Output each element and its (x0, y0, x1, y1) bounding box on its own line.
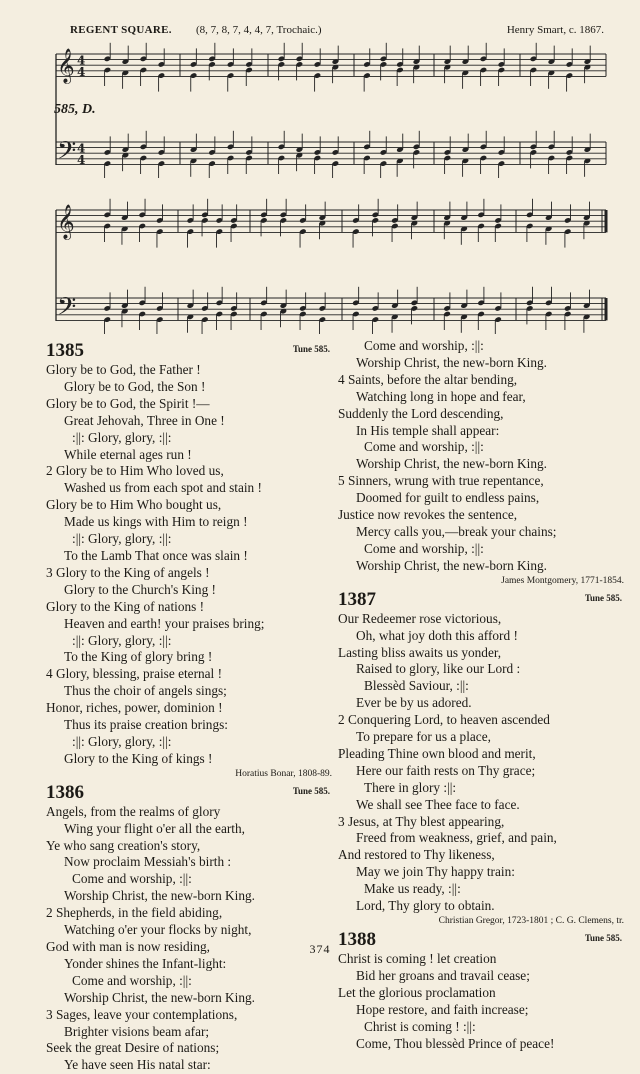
hymn-line: Come and worship, :||: (72, 972, 192, 988)
hymn-line: Make us ready, :||: (364, 881, 461, 897)
hymn-line: May we join Thy happy train: (356, 864, 515, 880)
hymn-line: Watching o'er your flocks by night, (64, 922, 252, 938)
hymn-line: Honor, riches, power, dominion ! (46, 700, 223, 716)
hymn-line: Glory be to God, the Son ! (64, 378, 206, 394)
hymn-block (46, 780, 336, 1074)
hymn-line: We shall see Thee face to face. (356, 796, 520, 812)
tune-meter: (8, 7, 8, 7, 4, 4, 7, Trochaic.) (196, 24, 322, 36)
hymn-attribution: James Montgomery, 1771-1854. (501, 575, 624, 586)
hymn-line: 2 Conquering Lord, to heaven ascended (338, 712, 550, 728)
hymn-line: Worship Christ, the new-born King. (64, 888, 255, 904)
hymn-line: Come and worship, :||: (364, 540, 484, 556)
left-column (46, 338, 336, 1074)
hymn-line: Bid her groans and travail cease; (356, 967, 530, 983)
clef-symbol: 𝄢 (57, 292, 77, 328)
tune-reference: Tune 585. (292, 344, 330, 354)
hymn-line: 2 Shepherds, in the field abiding, (46, 905, 223, 921)
hymn-line: Glory be to God, the Spirit !— (46, 395, 210, 411)
hymn-line: Ye have seen His natal star: (64, 1057, 211, 1073)
hymn-line: Mercy calls you,—break your chains; (356, 523, 557, 539)
music-score-row-1 (50, 40, 612, 178)
time-signature: 4 (77, 152, 86, 167)
time-signature: 4 (77, 53, 86, 68)
hymn-line: Angels, from the realms of glory (46, 803, 221, 819)
hymn-line: Glory be to Him Who bought us, (46, 497, 222, 513)
hymn-line: 5 Sinners, wrung with true repentance, (338, 473, 544, 489)
hymn-number-text: 1388 (338, 929, 376, 950)
hymn-line: Suddenly the Lord descending, (338, 405, 504, 421)
hymn-line: Doomed for guilt to endless pains, (356, 490, 540, 506)
tune-name: REGENT SQUARE. (70, 24, 172, 36)
hymn-line: Come and worship, :||: (364, 439, 484, 455)
tune-reference: Tune 585. (584, 933, 622, 943)
hymn-line: Raised to glory, like our Lord : (356, 661, 521, 677)
hymn-line: There in glory :||: (364, 779, 457, 795)
hymn-line: :||: Glory, glory, :||: (72, 531, 172, 547)
hymn-line: 3 Sages, leave your contemplations, (46, 1006, 238, 1022)
hymn-line: Yonder shines the Infant-light: (64, 955, 227, 971)
time-signature: 4 (77, 64, 86, 79)
hymn-line: :||: Glory, glory, :||: (72, 429, 172, 445)
hymn-line: Come and worship, :||: (364, 338, 484, 353)
hymn-line: Let the glorious proclamation (338, 984, 496, 1000)
hymn-line: Brighter visions beam afar; (64, 1023, 210, 1039)
hymn-line: Hope restore, and faith increase; (356, 1001, 529, 1017)
hymn-line: 4 Saints, before the altar bending, (338, 371, 518, 387)
hymn-line: Christ is coming ! :||: (364, 1018, 476, 1034)
hymn-line: :||: Glory, glory, :||: (72, 733, 172, 749)
clef-symbol: 𝄢 (57, 136, 77, 172)
hymn-attribution: Christian Gregor, 1723-1801 ; C. G. Clemens, tr. (438, 916, 624, 926)
tune-composer: Henry Smart, c. 1867. (506, 24, 604, 36)
page-number: 374 (309, 942, 331, 956)
hymn-line: Heaven and earth! your praises bring; (64, 615, 265, 631)
hymn-line: Freed from weakness, grief, and pain, (356, 830, 557, 846)
hymn-line: Now proclaim Messiah's birth : (64, 854, 232, 870)
hymn-line: To the Lamb That once was slain ! (64, 547, 248, 563)
hymn-block (46, 338, 336, 780)
hymn-line: Here our faith rests on Thy grace; (356, 762, 536, 778)
hymn-line: Glory be to God, the Father ! (46, 362, 201, 377)
time-signature: 4 (77, 141, 86, 156)
tune-reference: Tune 585. (584, 592, 622, 603)
hymn-line: 4 Glory, blessing, praise eternal ! (46, 666, 223, 682)
hymn-line: Christ is coming ! let creation (338, 951, 497, 966)
hymn-line: Washed us from each spot and stain ! (64, 480, 262, 496)
hymn-line: Come, Thou blessèd Prince of peace! (356, 1035, 555, 1051)
hymn-number (338, 587, 628, 611)
hymn-line: Thus the choir of angels sings; (64, 683, 227, 699)
hymn-line: 3 Jesus, at Thy blest appearing, (338, 813, 505, 829)
hymn-number (46, 780, 336, 804)
hymn-line: Pleading Thine own blood and merit, (338, 745, 536, 761)
hymn-line: Worship Christ, the new-born King. (64, 989, 255, 1005)
tune-reference: Tune 585. (292, 785, 330, 796)
hymn-number (46, 338, 336, 362)
hymn-line: Glory to the King of nations ! (46, 598, 205, 614)
hymn-number-text: 1387 (338, 588, 376, 610)
hymn-line: Worship Christ, the new-born King. (356, 456, 547, 472)
hymn-line: Glory to the King of kings ! (64, 750, 213, 766)
hymn-number-text: 1385 (46, 340, 84, 361)
hymn-line: Ever be by us adored. (356, 695, 472, 711)
tune-number-label: 585, D. (54, 102, 96, 117)
hymn-attribution: Horatius Bonar, 1808-89. (235, 768, 332, 779)
music-score-row-2 (50, 196, 612, 334)
hymn-line: God with man is now residing, (46, 939, 210, 954)
hymn-line: Worship Christ, the new-born King. (356, 354, 547, 370)
hymn-line: Oh, what joy doth this afford ! (356, 627, 518, 643)
hymn-line: :||: Glory, glory, :||: (72, 632, 172, 648)
clef-symbol: 𝄞 (57, 48, 75, 84)
hymn-block (338, 338, 628, 587)
hymn-line: While eternal ages run ! (64, 446, 192, 462)
hymn-line: In His temple shall appear: (356, 422, 500, 438)
hymn-line: Come and worship, :||: (72, 871, 192, 887)
hymn-line: Lord, Thy glory to obtain. (356, 898, 495, 914)
hymn-line: Thus its praise creation brings: (64, 717, 228, 733)
hymn-line: Our Redeemer rose victorious, (338, 610, 502, 626)
hymn-line: Wing your flight o'er all the earth, (64, 820, 245, 836)
hymn-line: Blessèd Saviour, :||: (364, 678, 469, 694)
hymn-line: Ye who sang creation's story, (46, 837, 201, 853)
hymn-line: Seek the great Desire of nations; (46, 1040, 220, 1056)
hymn-line: 3 Glory to the King of angels ! (46, 564, 210, 580)
hymn-line: Justice now revokes the sentence, (338, 507, 518, 523)
hymn-line: Worship Christ, the new-born King. (356, 557, 547, 573)
hymn-block (338, 587, 628, 927)
hymn-line: And restored to Thy likeness, (338, 847, 495, 863)
hymn-line: Watching long in hope and fear, (356, 388, 526, 404)
clef-symbol: 𝄞 (57, 204, 75, 240)
hymn-line: Lasting bliss awaits us yonder, (338, 644, 502, 660)
hymn-line: To prepare for us a place, (356, 729, 491, 745)
hymn-line: Made us kings with Him to reign ! (64, 514, 248, 530)
hymn-line: To the King of glory bring ! (64, 649, 213, 665)
hymn-line: 2 Glory be to Him Who loved us, (46, 463, 224, 479)
hymn-line: Glory to the Church's King ! (64, 581, 216, 597)
hymn-line: Great Jehovah, Three in One ! (64, 412, 225, 428)
hymn-number-text: 1386 (46, 781, 84, 803)
